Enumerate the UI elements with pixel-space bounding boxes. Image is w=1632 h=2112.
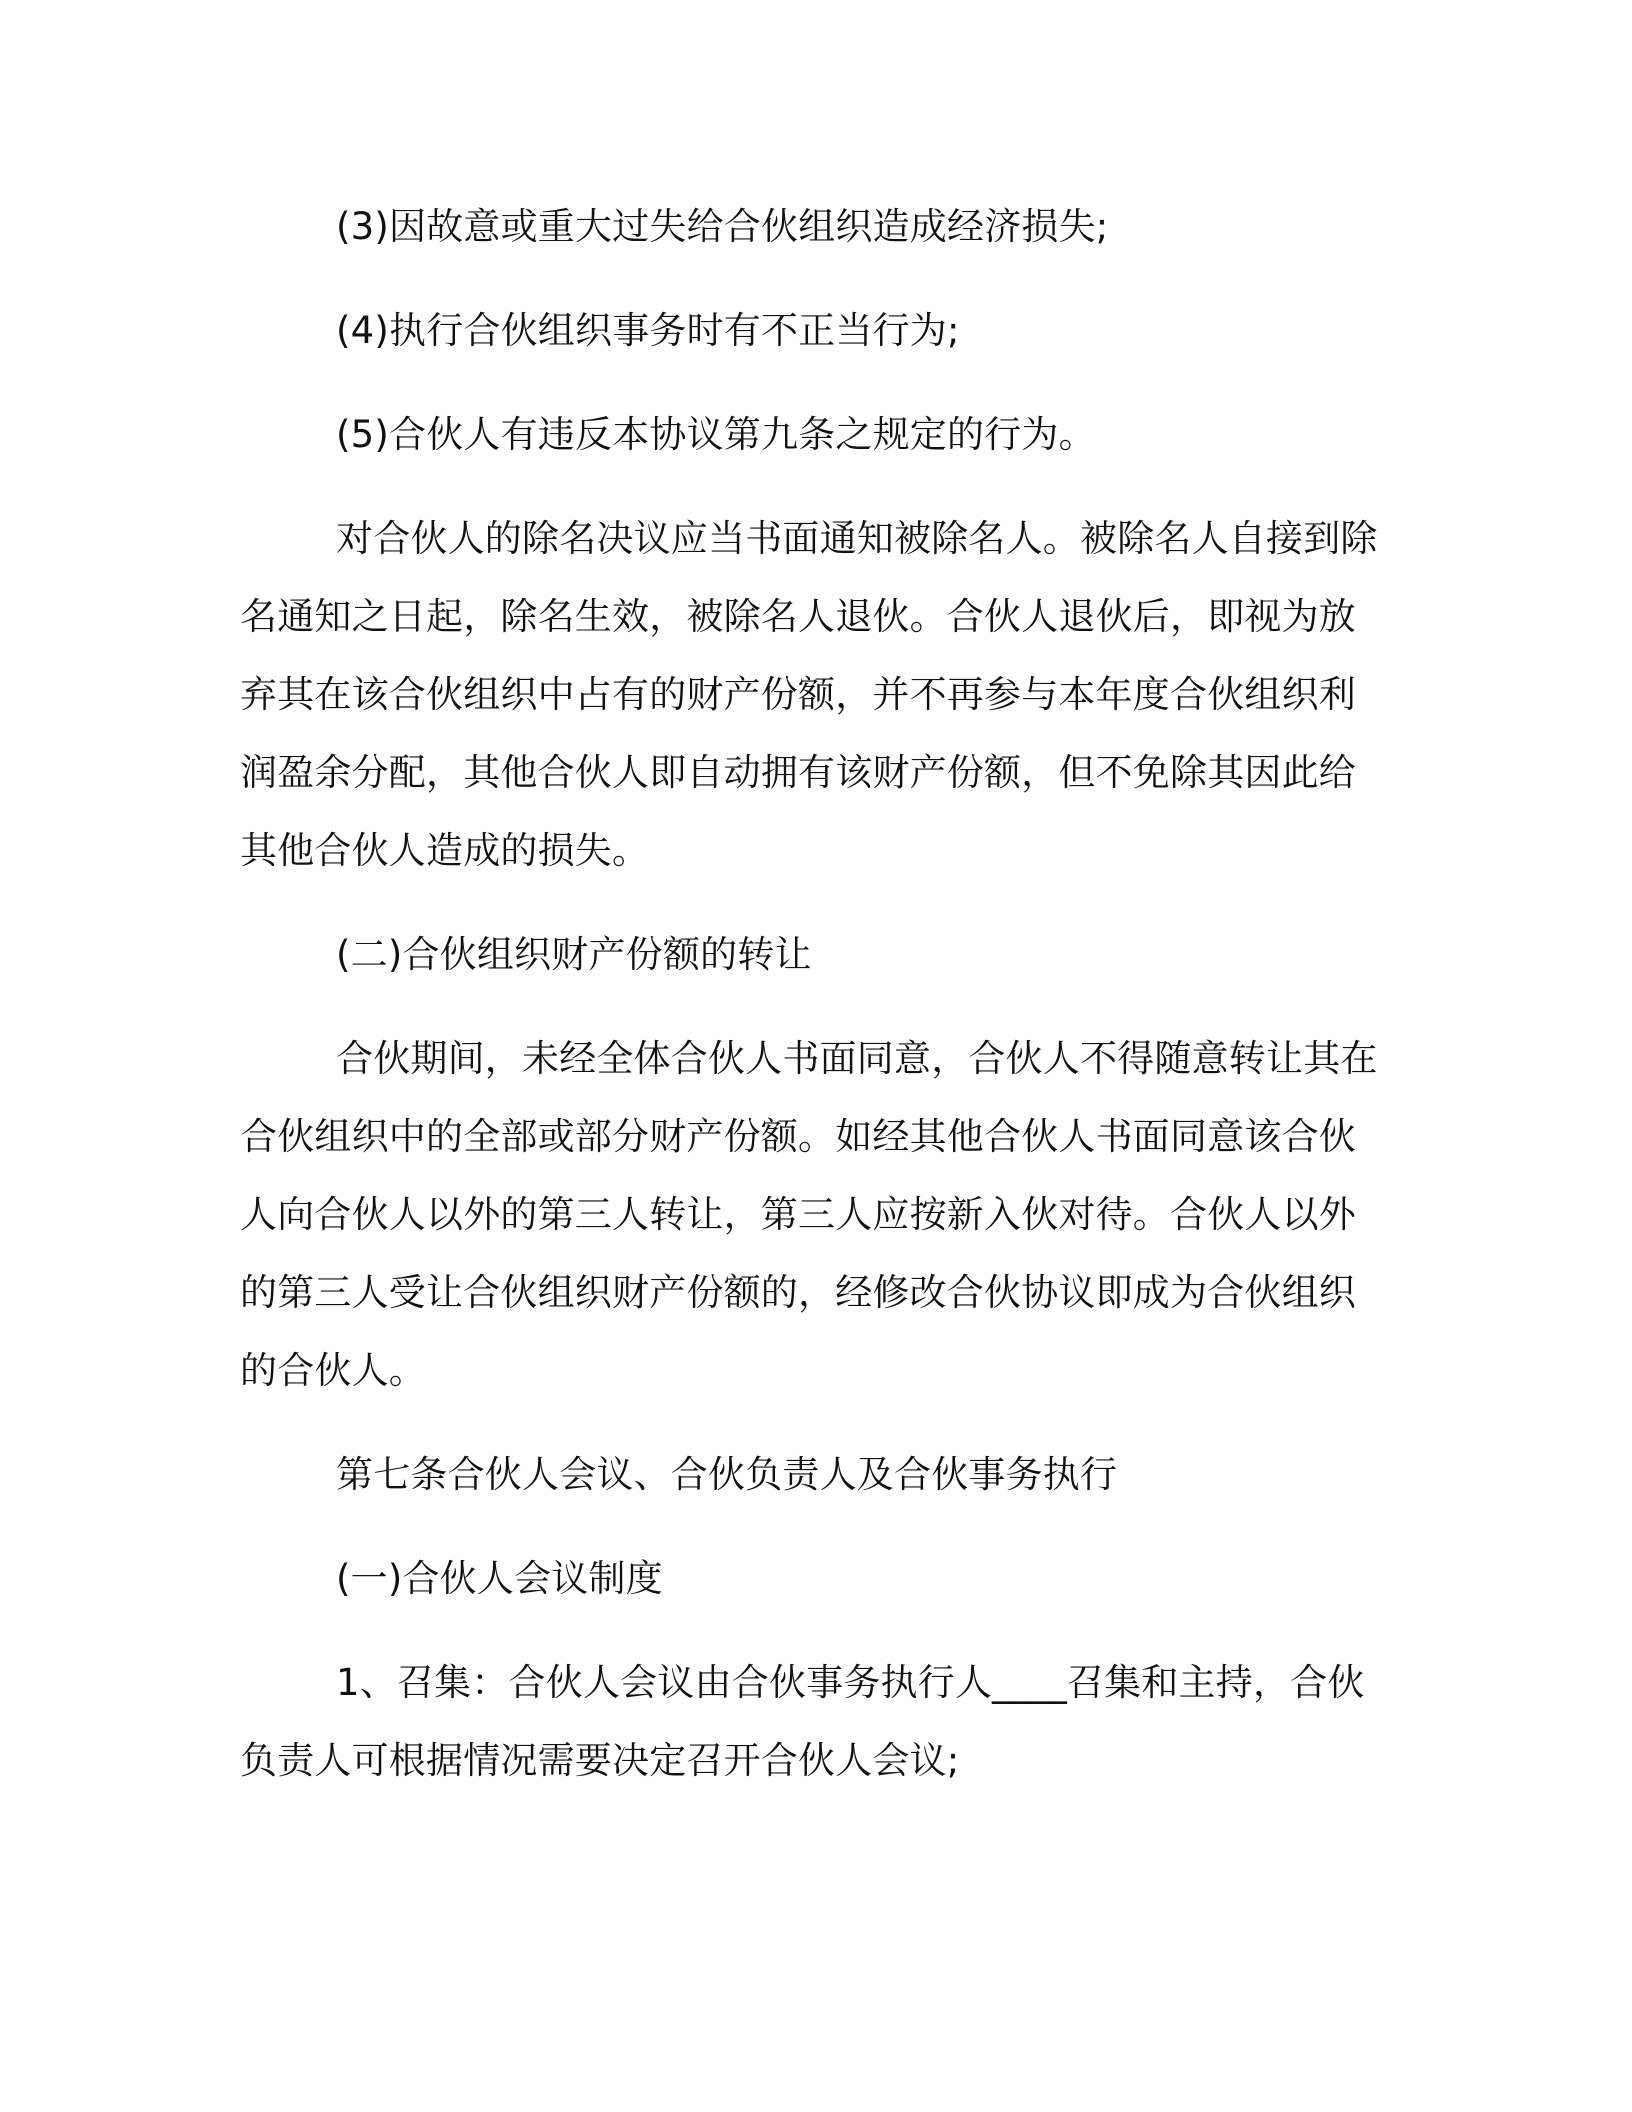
meeting-convening-paragraph <box>240 1644 1380 1800</box>
section-heading-meeting: (一)合伙人会议制度 <box>336 1557 663 1600</box>
expulsion-notice-paragraph: 对合伙人的除名决议应当书面通知被除名人。被除名人自接到除名通知之日起，除名生效，被除名人退伙。合伙人退伙后，即视为放弃其在该合伙组织中占有的财产份额，并不再参与本年度合伙组织利润盈余分配，其他合伙人即自动拥有该财产份额，但不免除其因此给其他合伙人造成的损失。 <box>240 517 1378 872</box>
convening-text-start: 1、召集：合伙人会议由合伙事务执行人 <box>336 1661 993 1704</box>
convening-text-end: 召集和主持，合伙负责人可根据情况需要决定召开合伙人会议; <box>240 1661 1365 1782</box>
document-body <box>240 188 1380 1800</box>
executor-name-blank: ____ <box>992 1661 1067 1704</box>
clause-item-3: (3)因故意或重大过失给合伙组织造成经济损失; <box>336 205 1109 248</box>
article-seven-heading: 第七条合伙人会议、合伙负责人及合伙事务执行 <box>336 1453 1118 1496</box>
transfer-paragraph: 合伙期间，未经全体合伙人书面同意，合伙人不得随意转让其在合伙组织中的全部或部分财产份额。如经其他合伙人书面同意该合伙人向合伙人以外的第三人转让，第三人应按新入伙对待。合伙人以外的第三人受让合伙组织财产份额的，经修改合伙协议即成为合伙组织的合伙人。 <box>240 1037 1378 1392</box>
section-heading-transfer: (二)合伙组织财产份额的转让 <box>336 933 812 976</box>
clause-item-4: (4)执行合伙组织事务时有不正当行为; <box>336 309 960 352</box>
clause-item-5: (5)合伙人有违反本协议第九条之规定的行为。 <box>336 413 1096 456</box>
